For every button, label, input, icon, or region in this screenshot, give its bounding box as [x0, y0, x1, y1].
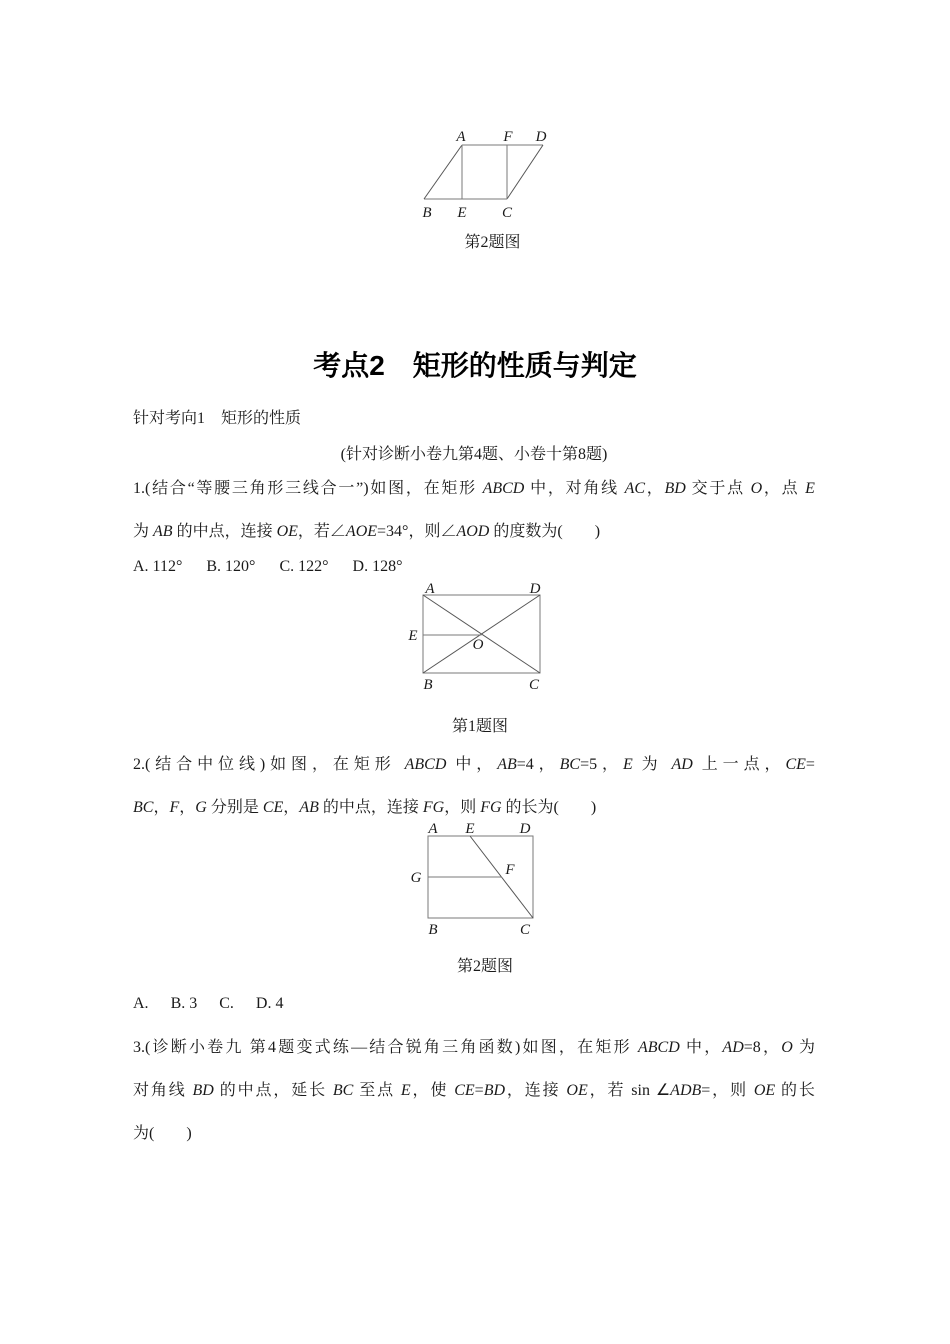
question-3-line-1: 3.(诊断小卷九 第4题变式练—结合锐角三角函数)如图，在矩形 ABCD 中，AD=8，O 为 — [133, 1039, 815, 1056]
subsection-title: 针对考向1 矩形的性质 — [133, 410, 302, 427]
figure-caption-top: 第2题图 — [464, 234, 521, 251]
option-a: A. 112° — [133, 558, 183, 575]
option-b: B. 120° — [206, 558, 256, 575]
vertex-label-D: D — [529, 581, 541, 597]
vertex-label-D: D — [519, 821, 531, 837]
vertex-label-B: B — [423, 677, 433, 693]
vertex-label-D: D — [535, 129, 547, 145]
vertex-label-F: F — [505, 862, 515, 878]
vertex-label-A: A — [456, 129, 466, 145]
question-3-line-3: 为( ) — [133, 1125, 192, 1142]
vertex-label-E: E — [465, 821, 475, 837]
vertex-label-F: F — [503, 129, 513, 145]
question-1-line-2: 为 AB 的中点，连接 OE，若∠AOE=34°，则∠AOD 的度数为( ) — [133, 523, 601, 540]
option-d: D. 4 — [255, 995, 284, 1012]
figure-question-2 — [405, 818, 565, 940]
question-2-line-2: BC，F，G 分别是 CE，AB 的中点，连接 FG，则 FG 的长为( ) — [133, 799, 597, 816]
option-c: C. — [219, 995, 234, 1012]
source-note: (针对诊断小卷九第4题、小卷十第8题) — [340, 446, 608, 463]
option-a: A. — [133, 995, 149, 1012]
question-1-options — [133, 555, 402, 578]
section-heading: 考点2 矩形的性质与判定 — [313, 350, 637, 381]
figure-caption-q2: 第2题图 — [456, 958, 513, 975]
figure-parallelogram — [405, 121, 580, 225]
option-b: B. 3 — [170, 995, 198, 1012]
vertex-label-C: C — [501, 205, 513, 221]
vertex-label-O: O — [472, 637, 484, 653]
vertex-label-G: G — [410, 870, 422, 886]
vertex-label-C: C — [519, 922, 531, 938]
segments — [428, 836, 533, 918]
vertex-label-A: A — [428, 821, 438, 837]
parallelogram-outline — [424, 145, 543, 199]
vertex-label-B: B — [428, 922, 438, 938]
option-d: D. 128° — [352, 558, 403, 575]
vertex-label-E: E — [457, 205, 467, 221]
figure-caption-q1: 第1题图 — [451, 718, 508, 735]
vertex-label-B: B — [422, 205, 432, 221]
question-2-options — [133, 992, 283, 1015]
vertex-label-C: C — [528, 677, 540, 693]
question-1-line-1: 1.(结合“等腰三角形三线合一”)如图，在矩形 ABCD 中，对角线 AC，BD 交于点 O，点 E — [133, 480, 815, 497]
vertex-label-E: E — [408, 628, 418, 644]
vertex-label-A: A — [425, 581, 435, 597]
diagonals-and-segment — [423, 595, 540, 673]
question-2-line-1: 2.(结合中位线)如图，在矩形 ABCD 中，AB=4，BC=5，E 为 AD 上一点，CE= — [133, 756, 815, 773]
option-c: C. 122° — [279, 558, 329, 575]
figure-question-1 — [398, 578, 562, 693]
question-3-line-2: 对角线 BD 的中点，延长 BC 至点 E，使 CE=BD，连接 OE，若 sin ∠ADB=，则 OE 的长 — [133, 1082, 815, 1099]
